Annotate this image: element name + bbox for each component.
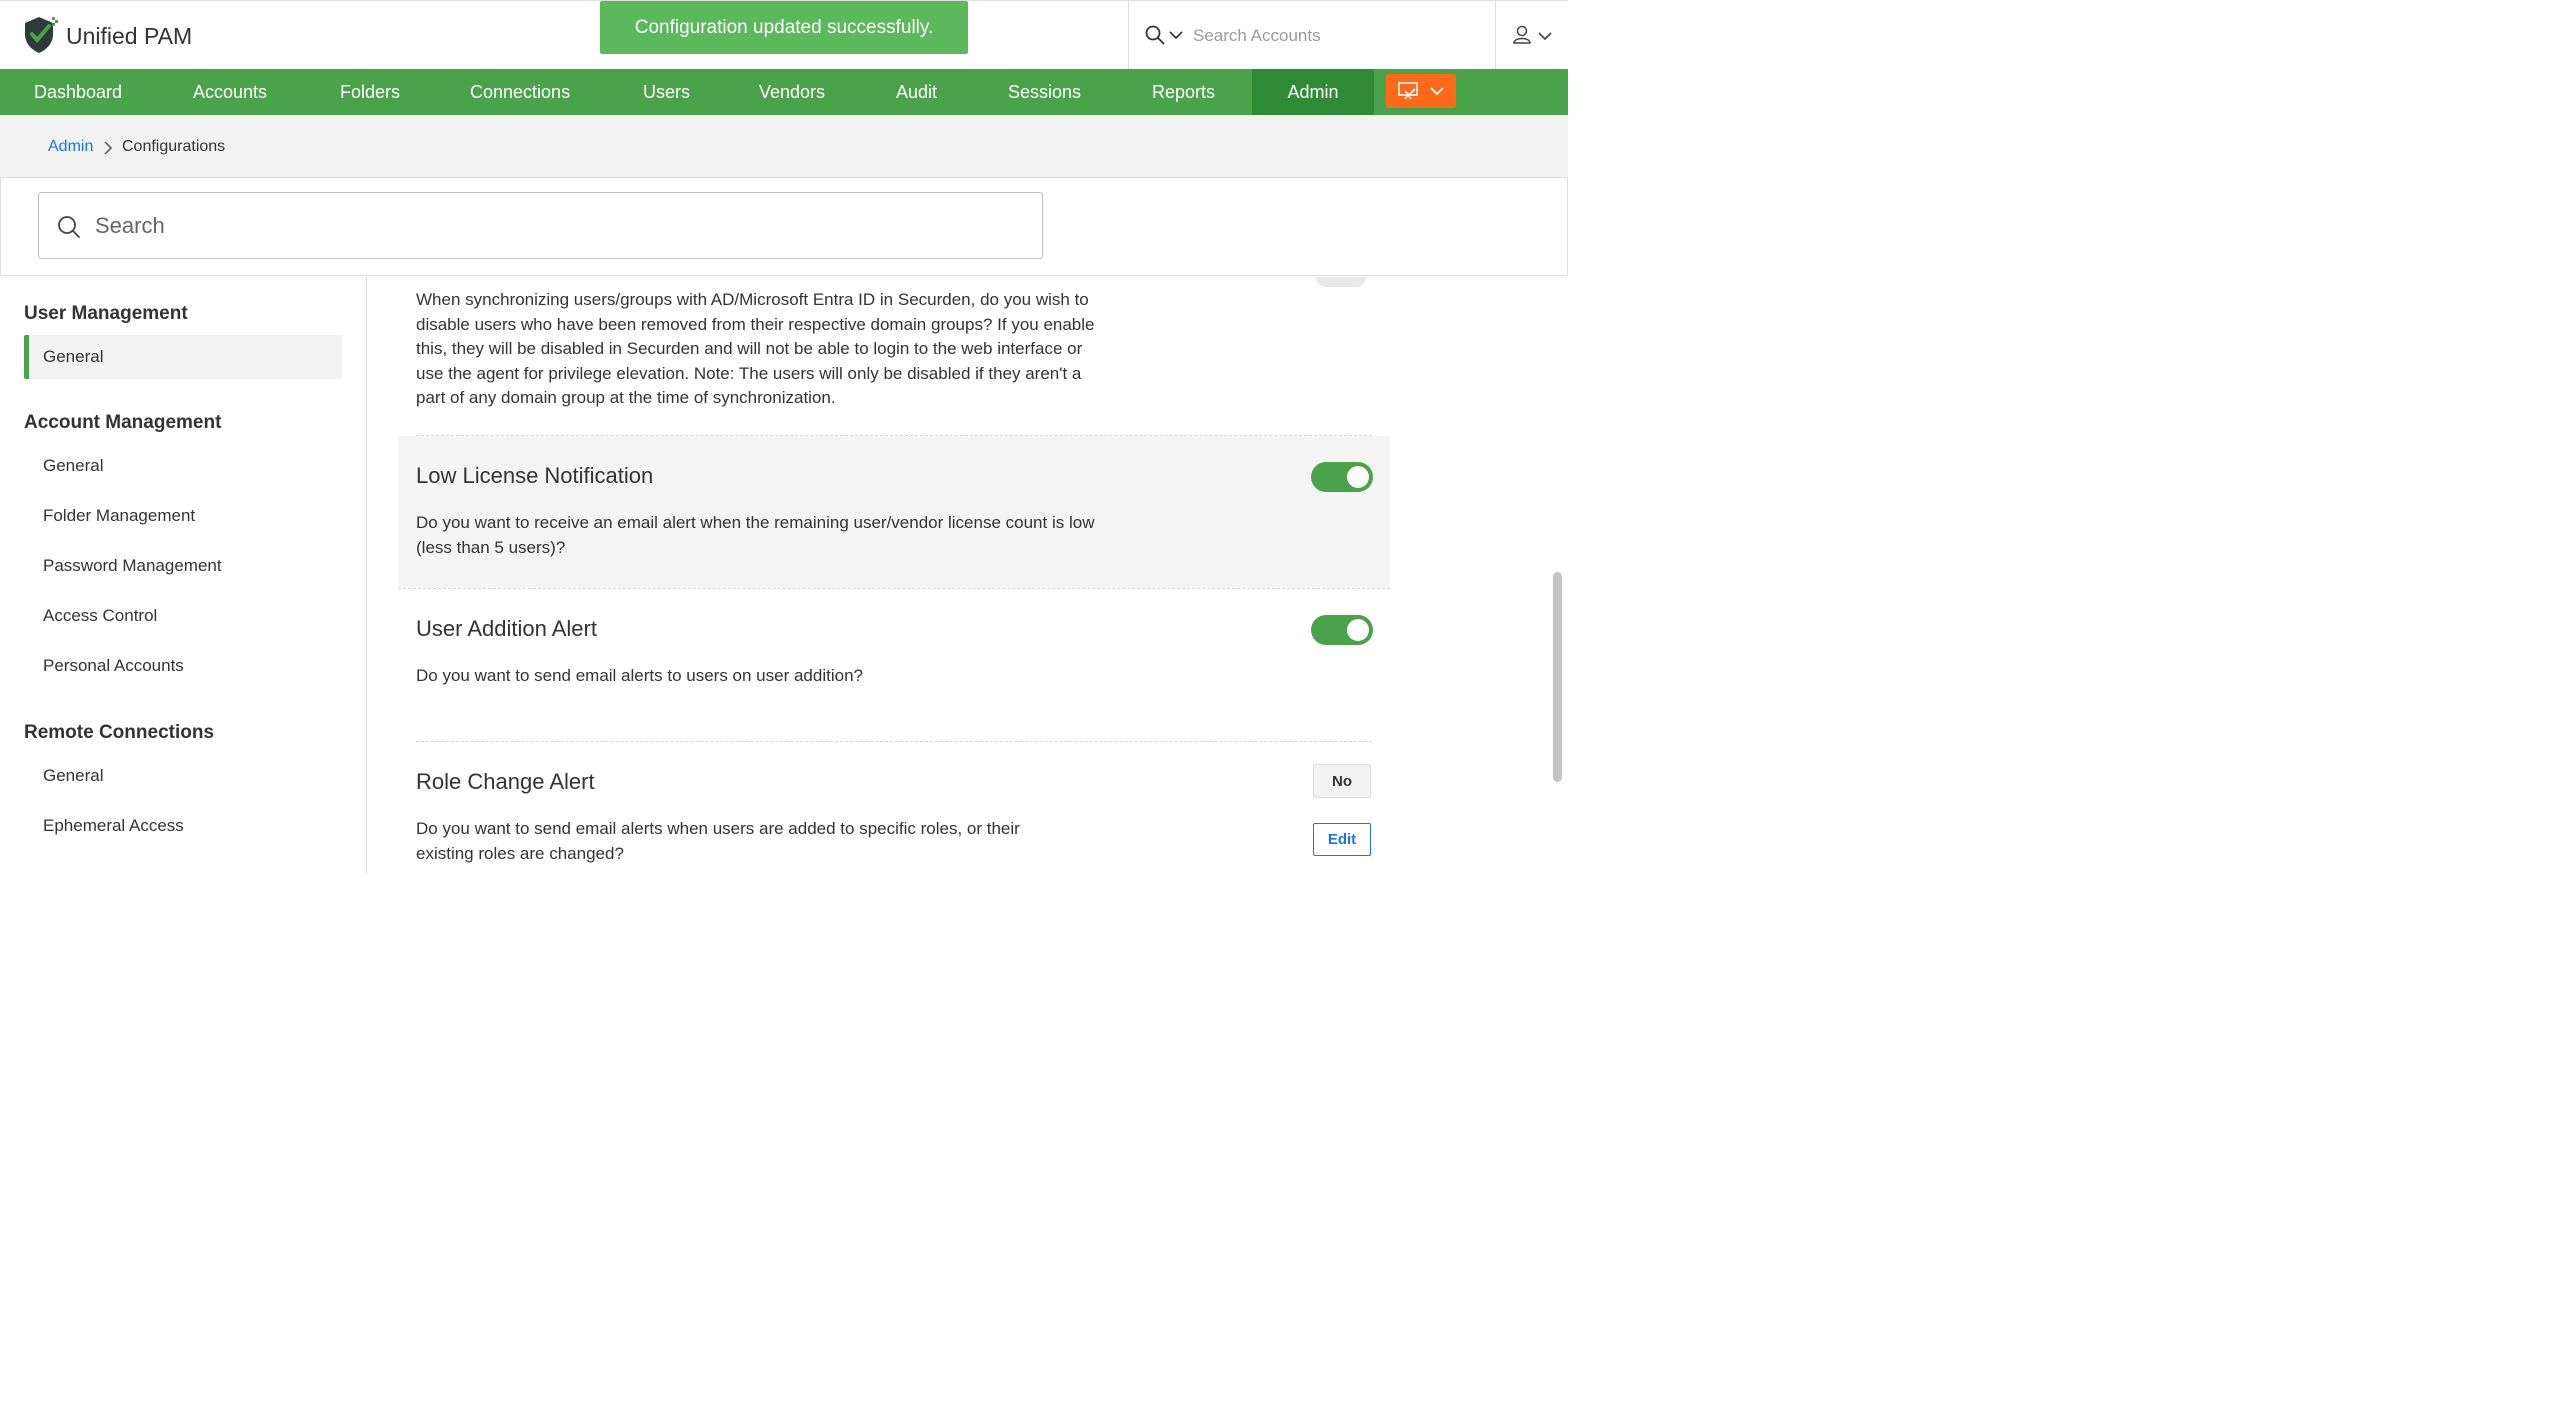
presentation-icon — [1398, 82, 1418, 100]
low-license-toggle[interactable] — [1311, 462, 1373, 492]
config-sidebar — [0, 277, 367, 874]
sidebar-item-folder-management[interactable]: Folder Management — [43, 506, 196, 525]
toggle-switch[interactable] — [1316, 277, 1366, 287]
chevron-down-icon — [1538, 32, 1552, 41]
sidebar-item-account-general[interactable]: General — [43, 456, 104, 475]
sidebar-item-password-management[interactable]: Password Management — [43, 556, 222, 575]
search-icon[interactable] — [1145, 25, 1165, 45]
setting-title: Role Change Alert — [416, 769, 595, 794]
breadcrumb — [0, 115, 1568, 177]
nav-sessions[interactable]: Sessions — [1008, 81, 1082, 102]
sidebar-item-personal-accounts[interactable]: Personal Accounts — [43, 656, 184, 675]
nav-vendors[interactable]: Vendors — [759, 81, 826, 102]
sidebar-item-user-general[interactable]: General — [24, 335, 342, 379]
setting-title: Low License Notification — [416, 463, 654, 488]
chevron-down-icon — [1430, 87, 1444, 96]
app-title: Unified PAM — [66, 23, 193, 49]
setting-title: User Addition Alert — [416, 616, 597, 641]
breadcrumb-current: Configurations — [122, 138, 226, 155]
header-search-input[interactable] — [1193, 19, 1483, 53]
nav-folders[interactable]: Folders — [340, 81, 401, 102]
setting-description: Do you want to receive an email alert when the remaining user/vendor license count is low (less than 5 users)? — [416, 513, 1095, 557]
nav-connections[interactable]: Connections — [470, 81, 571, 102]
chevron-down-icon[interactable] — [1169, 31, 1183, 40]
nav-admin[interactable]: Admin — [1252, 69, 1374, 115]
section-user-management: User Management — [24, 303, 188, 324]
search-icon — [57, 215, 81, 239]
user-icon — [1512, 25, 1532, 45]
setting-description: Do you want to send email alerts when users are added to specific roles, or their existing roles are changed? — [416, 819, 1020, 863]
nav-reports[interactable]: Reports — [1152, 81, 1216, 102]
section-account-management: Account Management — [24, 412, 222, 433]
nav-audit[interactable]: Audit — [896, 81, 938, 102]
section-remote-connections: Remote Connections — [24, 722, 215, 743]
nav-dashboard[interactable]: Dashboard — [34, 81, 123, 102]
shield-logo-icon — [22, 15, 58, 55]
success-toast: Configuration updated successfully. — [600, 1, 968, 54]
sidebar-item-ephemeral-access[interactable]: Ephemeral Access — [43, 816, 184, 835]
role-change-edit-button[interactable]: Edit — [1313, 823, 1371, 856]
main-nav — [0, 69, 1568, 115]
divider — [398, 588, 1390, 589]
scrollbar[interactable] — [1553, 572, 1562, 782]
breadcrumb-admin-link[interactable]: Admin — [48, 138, 94, 155]
quick-launch-dropdown[interactable] — [1386, 74, 1456, 108]
config-search — [38, 192, 1043, 259]
setting-description: Do you want to send email alerts to users on user addition? — [416, 666, 863, 685]
sidebar-item-access-control[interactable]: Access Control — [43, 606, 158, 625]
divider — [416, 741, 1372, 742]
header-search — [1128, 1, 1496, 70]
config-content — [368, 277, 1568, 874]
role-change-status-badge: No — [1313, 764, 1371, 798]
chevron-right-icon — [103, 141, 113, 155]
user-addition-toggle[interactable] — [1311, 615, 1373, 645]
nav-users[interactable]: Users — [643, 81, 691, 102]
setting-description: When synchronizing users/groups with AD/Microsoft Entra ID in Securden, do you wish to disable users who have been removed from their respective domain groups? If you enable this, they will be disabled in Securden and will not be able to login to the web interface or use the agent for privilege elevation. Note: The users will only be disabled if they aren't a part of any domain group at the time of synchronization. — [416, 290, 1095, 407]
config-search-input[interactable] — [95, 207, 1015, 245]
user-menu[interactable] — [1510, 25, 1558, 49]
nav-accounts[interactable]: Accounts — [193, 81, 268, 102]
sidebar-item-remote-general[interactable]: General — [43, 766, 104, 785]
